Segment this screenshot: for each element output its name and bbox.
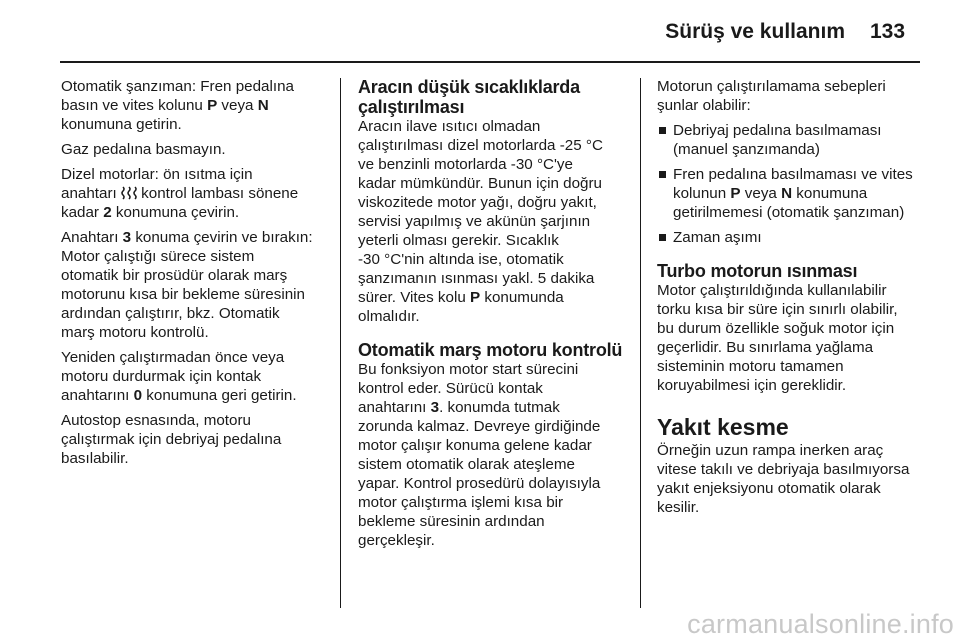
bullet-list [657,121,927,247]
paragraph-auto-starter [358,360,630,550]
text-line: çalıştırmak için debriyaj pedalına [61,431,282,448]
column-2 [358,77,630,556]
text-line: gerçekleşir. [358,532,435,549]
column-1 [61,77,333,474]
bold-gear-n: N [257,97,269,114]
text-run: konumuna geri getirin. [142,387,297,404]
glow-plug-indicator-icon [121,185,137,200]
text-line: kadar mümkündür. Bunun için doğru [358,175,602,192]
text-run: anahtarını [61,387,134,404]
text-line: çalıştırılması dizel motorlarda -25 °C [358,137,603,154]
text-line [61,386,333,405]
text-line: vitese takılı ve debriyaja basılmıyorsa [657,461,910,478]
text-line: viskozitede motor yağı, doğru yakıt, [358,194,597,211]
heading-line: Otomatik marş motoru kontrolü [358,340,623,360]
text-line: Motorun çalıştırılamama sebepleri [657,78,886,95]
heading-line: çalıştırılması [358,97,465,117]
paragraph-accelerator [61,140,333,159]
text-line: yapar. Kontrol prosedürü dolayısıyla [358,475,601,492]
text-line: Autostop esnasında, motoru [61,412,251,429]
text-line: marş motoru kontrolü. [61,324,209,341]
text-line: kontrol eder. Sürücü kontak [358,380,543,397]
bullet-square-icon [659,234,666,241]
text-line: Otomatik şanzıman: Fren pedalına [61,78,294,95]
text-run: kolunun [673,185,731,202]
watermark: carmanualsonline.info [687,609,954,639]
text-line: motorunu kısa bir bekleme süresinin [61,286,305,303]
paragraph-automatic-transmission [61,77,333,134]
text-line: Motor çalıştığı sürece sistem [61,248,255,265]
column-divider-2 [640,78,641,608]
text-line: motor çalışır konuma gelene kadar [358,437,592,454]
text-line: kesilir. [657,499,700,516]
heading-low-temperature-start [358,77,630,117]
page-number: 133 [870,20,906,43]
text-line: Bu fonksiyon motor start sürecini [358,361,579,378]
text-run: basın ve vites kolunu [61,97,208,114]
text-line: -30 °C'nin altında ise, otomatik [358,251,564,268]
text-line: şunlar olabilir: [657,97,751,114]
text-line: ardından çalıştırır, bkz. Otomatik [61,305,280,322]
text-run: konumuna [792,185,868,202]
text-line [358,288,630,307]
text-line: Yeniden çalıştırmadan önce veya [61,349,285,366]
text-line: torku kısa bir süre için sınırlı olabilir, [657,301,898,318]
header-rule [60,61,920,63]
text-run: anahtarı [61,185,121,202]
bold-position-3: 3 [122,229,132,246]
text-line [358,398,630,417]
text-run: veya [740,185,782,202]
text-line: Aracın ilave ısıtıcı olmadan [358,118,541,135]
text-line: motor çalıştırma işlemi kısa bir [358,494,564,511]
text-run: kontrol lambası sönene [136,185,299,202]
text-line: ve benzinli motorlarda -30 °C'ye [358,156,573,173]
text-run: sürer. Vites kolu [358,289,470,306]
text-line: yakıt enjeksiyonu otomatik olarak [657,480,881,497]
text-line: Motor çalıştırıldığında kullanılabilir [657,282,887,299]
text-run: anahtarını [358,399,431,416]
text-line: bu durum özellikle soğuk motor için [657,320,895,337]
bullet-square-icon [659,127,666,134]
text-line: olmalıdır. [358,308,420,325]
text-line: motoru durdurmak için kontak [61,368,262,385]
paragraph-restart [61,348,333,405]
bold-gear-p: P [470,289,481,306]
bullet-square-icon [659,171,666,178]
bold-position-2: 2 [103,204,112,221]
bold-gear-n: N [781,185,793,202]
text-line: Gaz pedalına basmayın. [61,141,226,158]
paragraph-autostop [61,411,333,468]
paragraph-start-failure-reasons [657,77,927,115]
text-line: Örneğin uzun rampa inerken araç [657,442,884,459]
list-item [657,121,927,159]
paragraph-turbo-warmup [657,281,927,395]
text-line: geçerlidir. Bu sınırlama yağlama [657,339,874,356]
text-line [61,96,333,115]
text-run: konumunda [480,289,564,306]
text-line [673,184,927,203]
text-line: zorunda kalmaz. Devreye girdiğinde [358,418,601,435]
text-run: konuma çevirin ve bırakın: [131,229,313,246]
text-run: Anahtarı [61,229,123,246]
text-run: veya [217,97,258,114]
text-line: (manuel şanzımanda) [673,141,820,158]
text-line [61,228,333,247]
list-item [657,228,927,247]
text-line: koruyabilmesi için gereklidir. [657,377,847,394]
column-divider-1 [340,78,341,608]
heading-line: Yakıt kesme [657,414,789,440]
paragraph-diesel [61,165,333,222]
text-line: sisteminin motoru tamamen [657,358,844,375]
heading-auto-starter-control [358,340,630,360]
text-line: şanzımanın ısınması yakl. 5 dakika [358,270,595,287]
heading-line: Turbo motorun ısınması [657,261,858,281]
list-item [657,165,927,222]
text-line [61,203,333,222]
text-line: Dizel motorlar: ön ısıtma için [61,166,253,183]
heading-turbo-warmup [657,261,927,281]
heading-fuel-cutoff [657,413,927,441]
text-line: sistem otomatik olarak ateşleme [358,456,575,473]
text-line: basılabilir. [61,450,129,467]
page-header-title: Sürüş ve kullanım [665,20,845,43]
paragraph-low-temperature [358,117,630,326]
text-line: getirilmemesi (otomatik şanzıman) [673,204,905,221]
text-line: Debriyaj pedalına basılmaması [673,122,882,139]
text-line: otomatik bir prosüdür olarak marş [61,267,288,284]
text-line: Zaman aşımı [673,229,762,246]
text-line: konumuna getirin. [61,116,182,133]
text-line: yeterli olması gerekir. Sıcaklık [358,232,559,249]
text-line: servisi yapılmış ve akünün şarjının [358,213,591,230]
paragraph-key-position-3 [61,228,333,342]
bold-position-3: 3 [430,399,440,416]
text-line [61,184,333,203]
column-3 [657,77,927,523]
bold-gear-p: P [207,97,218,114]
heading-line: Aracın düşük sıcaklıklarda [358,77,580,97]
text-line: bekleme süresinin ardından [358,513,545,530]
text-line: Fren pedalına basılmaması ve vites [673,166,913,183]
text-run: konumuna çevirin. [111,204,240,221]
paragraph-fuel-cutoff [657,441,927,517]
text-run: . konumda tutmak [439,399,560,416]
bold-gear-p: P [730,185,741,202]
text-run: kadar [61,204,104,221]
bold-position-0: 0 [133,387,143,404]
